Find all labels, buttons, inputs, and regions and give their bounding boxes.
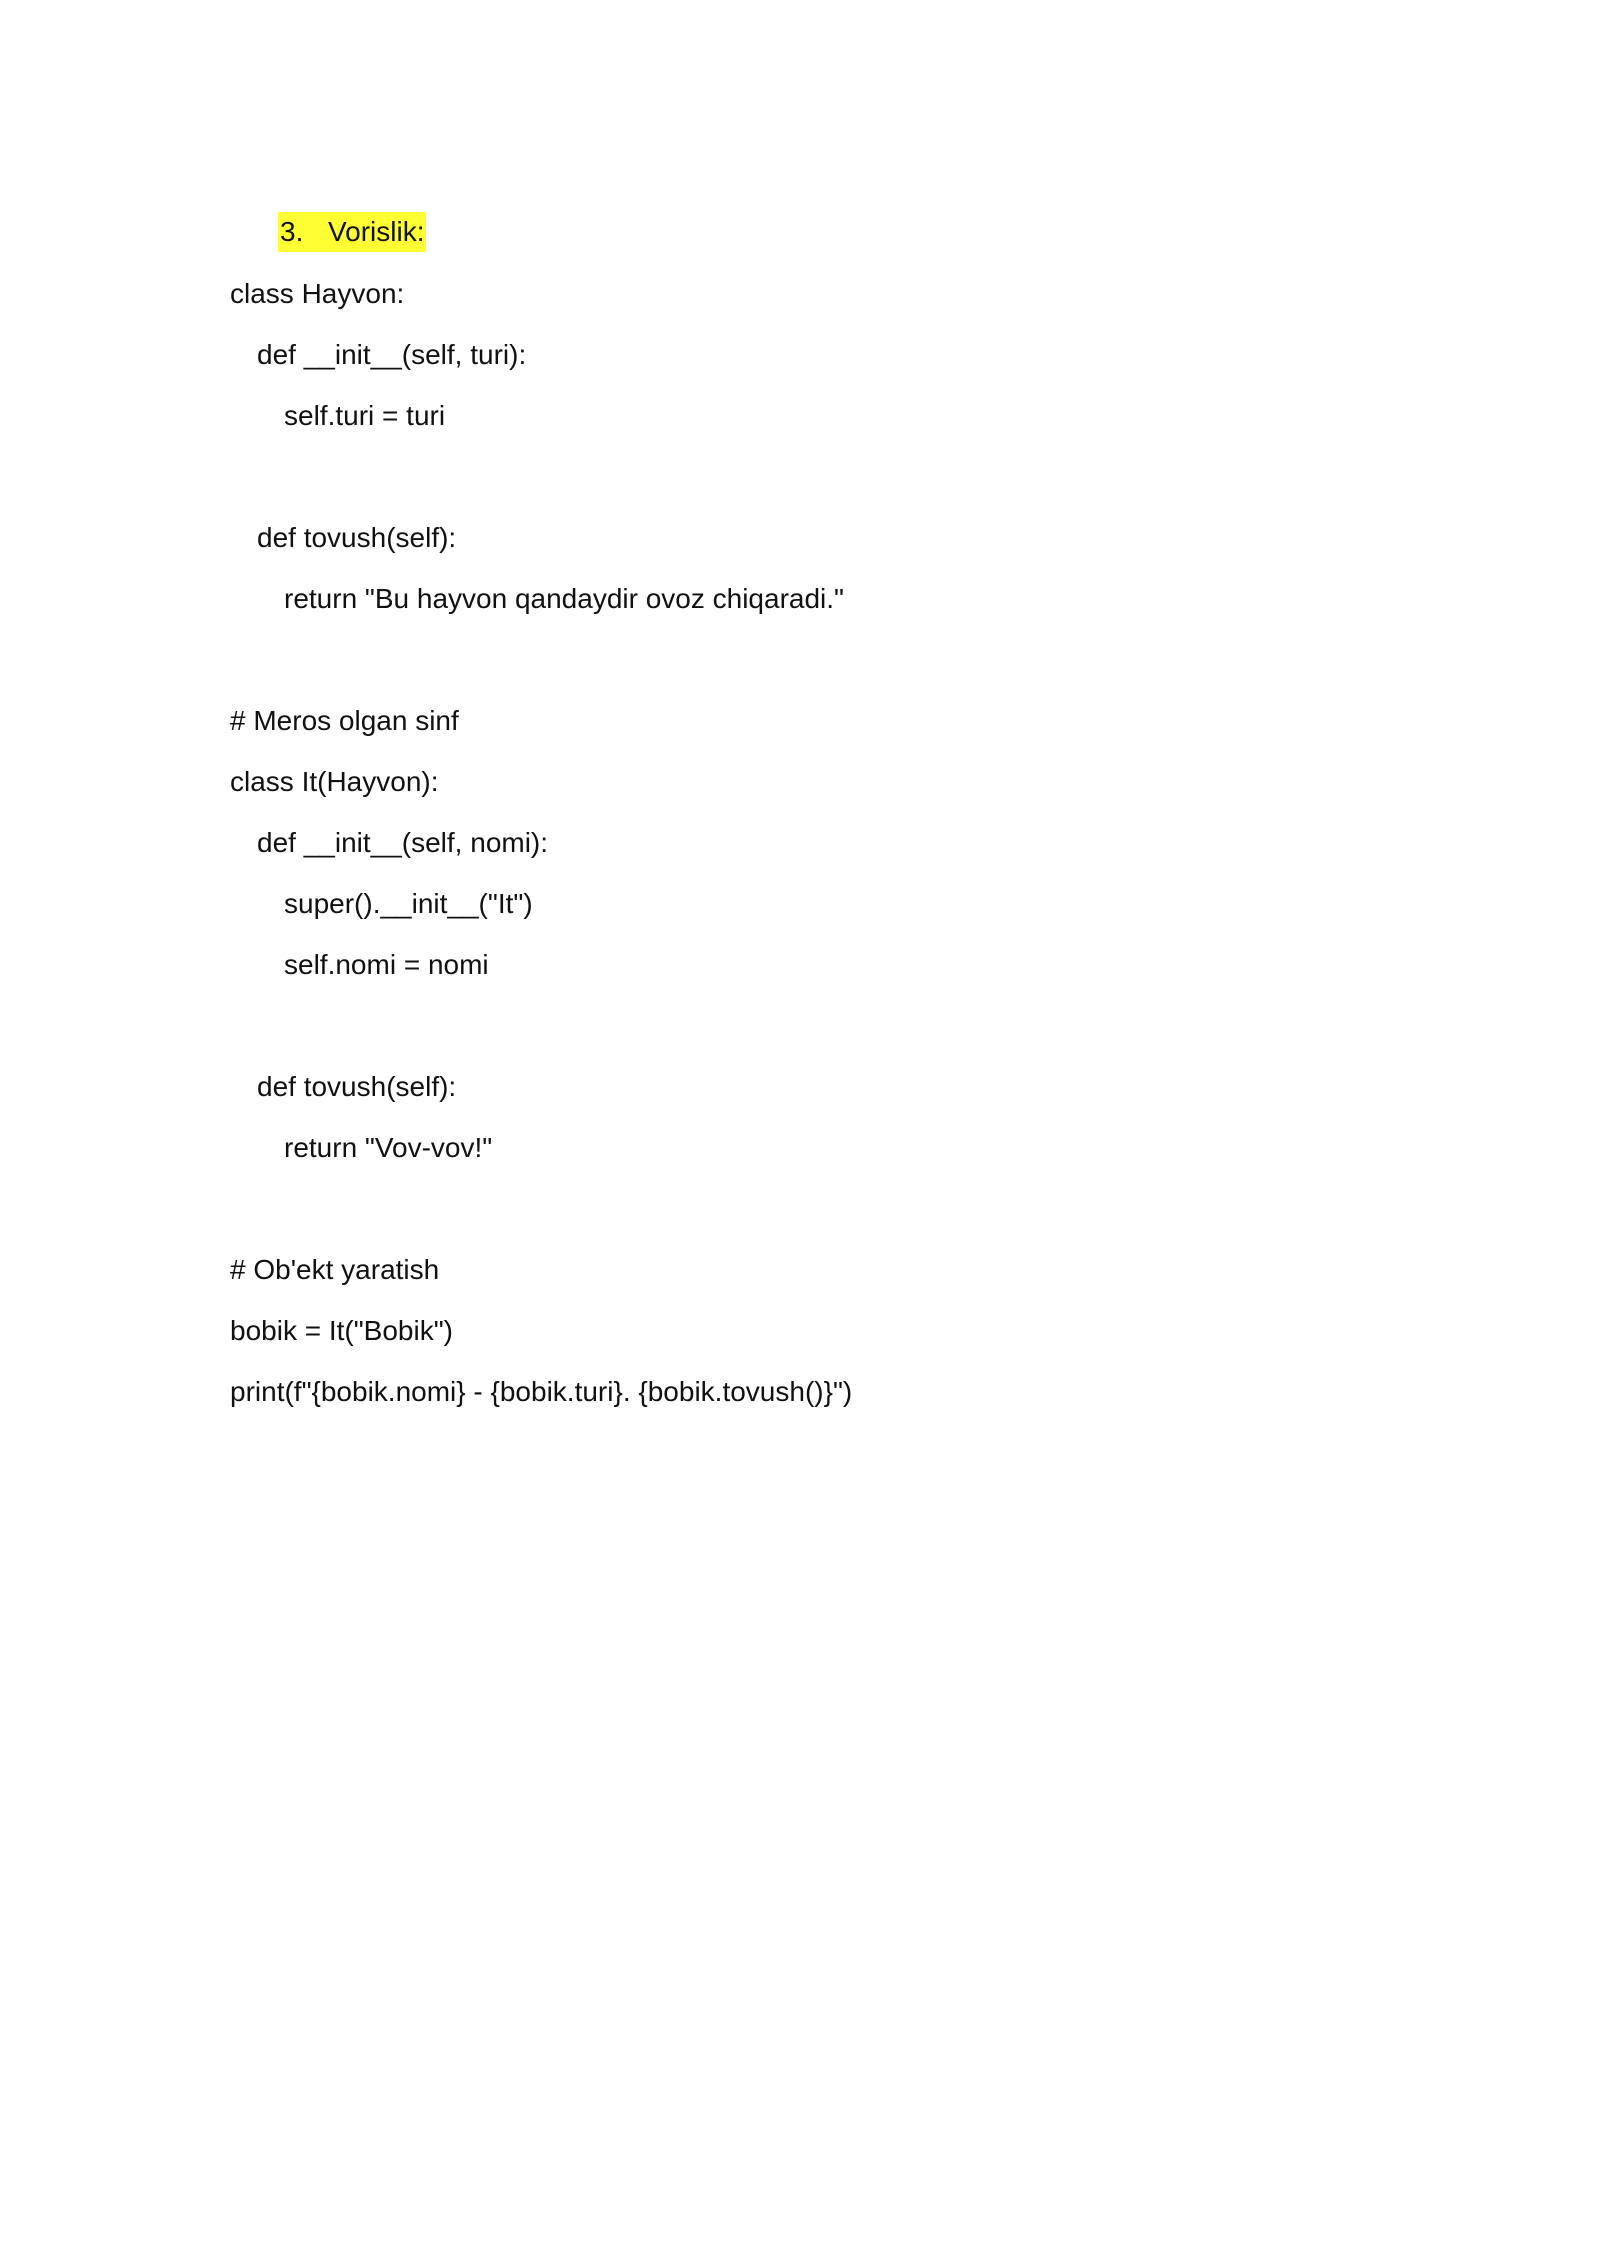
blank-line (230, 1187, 1430, 1248)
code-line: def __init__(self, turi): (257, 339, 527, 370)
section-heading (278, 212, 426, 252)
blank-line (230, 1004, 1430, 1065)
code-block (230, 272, 1430, 1431)
blank-line (230, 455, 1430, 516)
code-line: self.turi = turi (284, 400, 446, 431)
code-line: def __init__(self, nomi): (257, 827, 549, 858)
code-line: class It(Hayvon): (230, 766, 439, 797)
heading-number: 3. (280, 216, 304, 247)
code-line: bobik = It("Bobik") (230, 1315, 453, 1346)
code-line: # Meros olgan sinf (230, 705, 459, 736)
code-line: return "Bu hayvon qandaydir ovoz chiqaradi." (284, 583, 844, 614)
heading-title: Vorislik: (328, 216, 425, 247)
code-line: class Hayvon: (230, 278, 405, 309)
code-line: super().__init__("It") (284, 888, 533, 919)
blank-line (230, 638, 1430, 699)
code-line: print(f"{bobik.nomi} - {bobik.turi}. {bobik.tovush()}") (230, 1376, 853, 1407)
code-line: def tovush(self): (257, 1071, 457, 1102)
code-line: def tovush(self): (257, 522, 457, 553)
code-line: self.nomi = nomi (284, 949, 489, 980)
code-line: return "Vov-vov!" (284, 1132, 493, 1163)
code-line: # Ob'ekt yaratish (230, 1254, 440, 1285)
